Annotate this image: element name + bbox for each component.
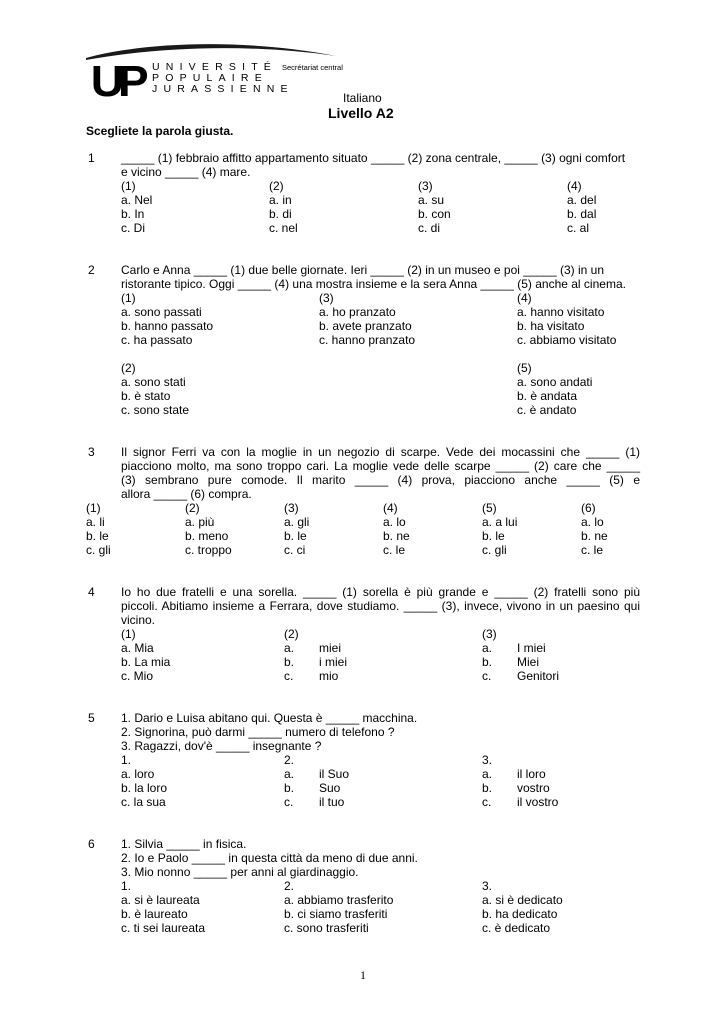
option: b. hanno passato — [121, 319, 214, 333]
q2-options-2 — [121, 375, 189, 417]
q6-sentence-1: 1. Silvia _____ in fisica. — [121, 837, 247, 851]
q6-options-3 — [482, 893, 563, 935]
option-letter: a. — [284, 767, 295, 781]
q2-options-4 — [517, 305, 616, 347]
option: c. la sua — [121, 795, 166, 809]
q3-header-1: (1) — [86, 501, 101, 515]
option: vostro — [517, 781, 550, 795]
option: il vostro — [517, 795, 559, 809]
q3-options-3 — [284, 515, 309, 557]
q5-header-3: 3. — [482, 753, 493, 767]
option: a. si è laureata — [121, 893, 200, 907]
q3-header-4: (4) — [383, 501, 398, 515]
q1-header-3: (3) — [418, 179, 433, 193]
option-letter: b. — [284, 655, 295, 669]
option: c. sono state — [121, 403, 190, 417]
q5-sentence-2: 2. Signorina, può darmi _____ numero di telefono ? — [121, 725, 395, 739]
option-letter: a. — [482, 641, 493, 655]
q2-text-line2: ristorante tipico. Oggi _____ (4) una mostra insieme e la sera Anna _____ (5) anche al cinema. — [121, 277, 626, 291]
option: Miei — [517, 655, 540, 669]
option-letter: b. — [482, 781, 493, 795]
option: Genitori — [517, 669, 560, 683]
option: a. a lui — [482, 515, 518, 529]
q4-header-3: (3) — [482, 627, 497, 641]
q5-options-2 — [319, 767, 349, 809]
option: b. dal — [567, 207, 597, 221]
option: b. è andata — [517, 389, 578, 403]
q6-options-1 — [121, 893, 205, 935]
level-title: Livello A2 — [328, 105, 394, 121]
q3-text-line4: allora _____ (6) compra. — [121, 487, 252, 501]
logo-line-populaire: POPULAIRE — [152, 72, 268, 84]
option: c. gli — [482, 543, 507, 557]
option: c. ci — [284, 543, 306, 557]
option: c. Di — [121, 221, 145, 235]
q5-options-3-letters — [482, 767, 492, 809]
option: c. Mio — [121, 669, 154, 683]
logo-letters: UP — [90, 57, 143, 106]
q3-header-6: (6) — [581, 501, 596, 515]
option: c. abbiamo visitato — [517, 333, 617, 347]
option: b. La mia — [121, 655, 171, 669]
option: b. In — [121, 207, 145, 221]
q6-sentence-2: 2. Io e Paolo _____ in questa città da meno di due anni. — [121, 851, 418, 865]
option-letter: c. — [284, 669, 294, 683]
option-letter: c. — [284, 795, 294, 809]
q2-number: 2 — [88, 263, 95, 277]
q1-options-2 — [269, 193, 298, 235]
option: a. si è dedicato — [482, 893, 563, 907]
q4-text-line3: vicino. — [121, 613, 156, 627]
q3-text-line3: (3) sembrano pure comode. Il marito _____ (4) prova, piacciono anche _____ (5) e — [121, 473, 640, 487]
option-letter: b. — [482, 655, 493, 669]
option: b. le — [482, 529, 505, 543]
q6-sentence-3: 3. Mio nonno _____ per anni al giardinaggio. — [121, 865, 359, 879]
option: a. sono stati — [121, 375, 186, 389]
q1-header-1: (1) — [121, 179, 136, 193]
q4-header-2: (2) — [284, 627, 299, 641]
q6-header-2: 2. — [284, 879, 295, 893]
q4-text-line2: piccoli. Abitiamo insieme a Ferrara, dove studiamo. _____ (3), invece, vivono in un paesino qui — [121, 599, 640, 613]
option: c. nel — [269, 221, 298, 235]
option: b. la loro — [121, 781, 168, 795]
q4-header-1: (1) — [121, 627, 136, 641]
q1-header-4: (4) — [567, 179, 582, 193]
q6-options-2 — [284, 893, 393, 935]
q4-options-2 — [319, 641, 347, 683]
option: mio — [319, 669, 339, 683]
option-letter: a. — [284, 641, 295, 655]
option: i miei — [319, 655, 348, 669]
option-letter: c. — [482, 669, 492, 683]
option: a. più — [185, 515, 215, 529]
option: c. è dedicato — [482, 921, 551, 935]
q1-options-4 — [567, 193, 596, 235]
q4-options-2-letters — [284, 641, 294, 683]
option: c. le — [383, 543, 406, 557]
option: a. Nel — [121, 193, 153, 207]
q3-options-4 — [383, 515, 410, 557]
q1-header-2: (2) — [269, 179, 284, 193]
q2-options-3 — [319, 305, 415, 347]
option: c. gli — [86, 543, 111, 557]
option: a. su — [418, 193, 445, 207]
option: a. hanno visitato — [517, 305, 605, 319]
q2-header-3: (3) — [319, 291, 334, 305]
option-letter: c. — [482, 795, 492, 809]
option: c. hanno pranzato — [319, 333, 416, 347]
option: b. ne — [581, 529, 608, 543]
option: c. troppo — [185, 543, 232, 557]
q3-options-1 — [86, 515, 111, 557]
q4-number: 4 — [88, 585, 95, 599]
option: b. è stato — [121, 389, 171, 403]
q2-header-1: (1) — [121, 291, 136, 305]
logo-line-jurassienne: JURASSIENNE — [152, 83, 294, 95]
option: a. abbiamo trasferito — [284, 893, 394, 907]
q3-text-line2: piacciono molto, ma sono troppo cari. La moglie vede delle scarpe _____ (2) care che _____ — [121, 459, 640, 473]
q4-options-3 — [517, 641, 559, 683]
q4-text-line1: Io ho due fratelli e una sorella. _____ (1) sorella è più grande e _____ (2) fratelli sono più — [121, 585, 640, 599]
option: b. è laureato — [121, 907, 188, 921]
q2-text-line1: Carlo e Anna _____ (1) due belle giornate. Ieri _____ (2) in un museo e poi _____ (3) in un — [121, 263, 604, 277]
option: c. ti sei laureata — [121, 921, 206, 935]
q6-header-1: 1. — [121, 879, 132, 893]
option: c. ha passato — [121, 333, 193, 347]
q3-options-5 — [482, 515, 517, 557]
q1-text-line2: e vicino _____ (4) mare. — [121, 165, 251, 179]
option: il tuo — [319, 795, 345, 809]
option-letter: a. — [482, 767, 493, 781]
option: b. ne — [383, 529, 410, 543]
office-label: Secrétariat central — [282, 63, 343, 72]
option: b. avete pranzato — [319, 319, 412, 333]
q5-options-3 — [517, 767, 558, 809]
option: a. loro — [121, 767, 155, 781]
q3-options-6 — [581, 515, 608, 557]
q4-options-1 — [121, 641, 170, 683]
option: b. meno — [185, 529, 229, 543]
option: c. al — [567, 221, 590, 235]
q2-options-5 — [517, 375, 592, 417]
q3-header-5: (5) — [482, 501, 497, 515]
option: b. ha visitato — [517, 319, 585, 333]
option: a. Mia — [121, 641, 154, 655]
q3-options-2 — [185, 515, 232, 557]
q5-sentence-3: 3. Ragazzi, dov'è _____ insegnante ? — [121, 739, 322, 753]
option: a. sono passati — [121, 305, 202, 319]
option: b. con — [418, 207, 451, 221]
q2-header-2: (2) — [121, 361, 136, 375]
option: c. sono trasferiti — [284, 921, 369, 935]
q5-number: 5 — [88, 711, 95, 725]
option: c. di — [418, 221, 441, 235]
option: I miei — [517, 641, 546, 655]
option: a. li — [86, 515, 105, 529]
q6-number: 6 — [88, 837, 95, 851]
q2-header-5: (5) — [517, 361, 532, 375]
option: c. le — [581, 543, 604, 557]
option: c. è andato — [517, 403, 577, 417]
option: b. le — [86, 529, 109, 543]
q3-text-line1: Il signor Ferri va con la moglie in un negozio di scarpe. Vede dei mocassini che _____ (1) — [121, 445, 640, 459]
option: a. gli — [284, 515, 310, 529]
q5-header-1: 1. — [121, 753, 132, 767]
option: a. ho pranzato — [319, 305, 396, 319]
option: il Suo — [319, 767, 350, 781]
option: a. in — [269, 193, 292, 207]
q3-number: 3 — [88, 445, 95, 459]
q2-header-4: (4) — [517, 291, 532, 305]
q2-options-1 — [121, 305, 213, 347]
option: a. sono andati — [517, 375, 593, 389]
q5-sentence-1: 1. Dario e Luisa abitano qui. Questa è _____ macchina. — [121, 711, 418, 725]
option: b. ci siamo trasferiti — [284, 907, 388, 921]
option: b. ha dedicato — [482, 907, 558, 921]
option: a. lo — [581, 515, 604, 529]
q3-header-3: (3) — [284, 501, 299, 515]
q5-options-1 — [121, 767, 167, 809]
q1-options-1 — [121, 193, 152, 235]
q6-header-3: 3. — [482, 879, 493, 893]
q5-options-2-letters — [284, 767, 294, 809]
option: a. lo — [383, 515, 406, 529]
q5-header-2: 2. — [284, 753, 295, 767]
q4-options-3-letters — [482, 641, 492, 683]
option: il loro — [517, 767, 546, 781]
option: Suo — [319, 781, 341, 795]
option: a. del — [567, 193, 597, 207]
option-letter: b. — [284, 781, 295, 795]
q3-header-2: (2) — [185, 501, 200, 515]
subject-label: Italiano — [343, 91, 382, 105]
logo-line-universite: UNIVERSITÉ — [152, 61, 278, 73]
q1-number: 1 — [88, 151, 95, 165]
option: miei — [319, 641, 342, 655]
q1-options-3 — [418, 193, 451, 235]
instruction: Scegliete la parola giusta. — [86, 124, 234, 138]
page-number: 1 — [360, 968, 366, 982]
option: b. di — [269, 207, 292, 221]
q1-text-line1: _____ (1) febbraio affitto appartamento situato _____ (2) zona centrale, _____ (3) ogni comfort — [121, 151, 626, 165]
option: b. le — [284, 529, 307, 543]
